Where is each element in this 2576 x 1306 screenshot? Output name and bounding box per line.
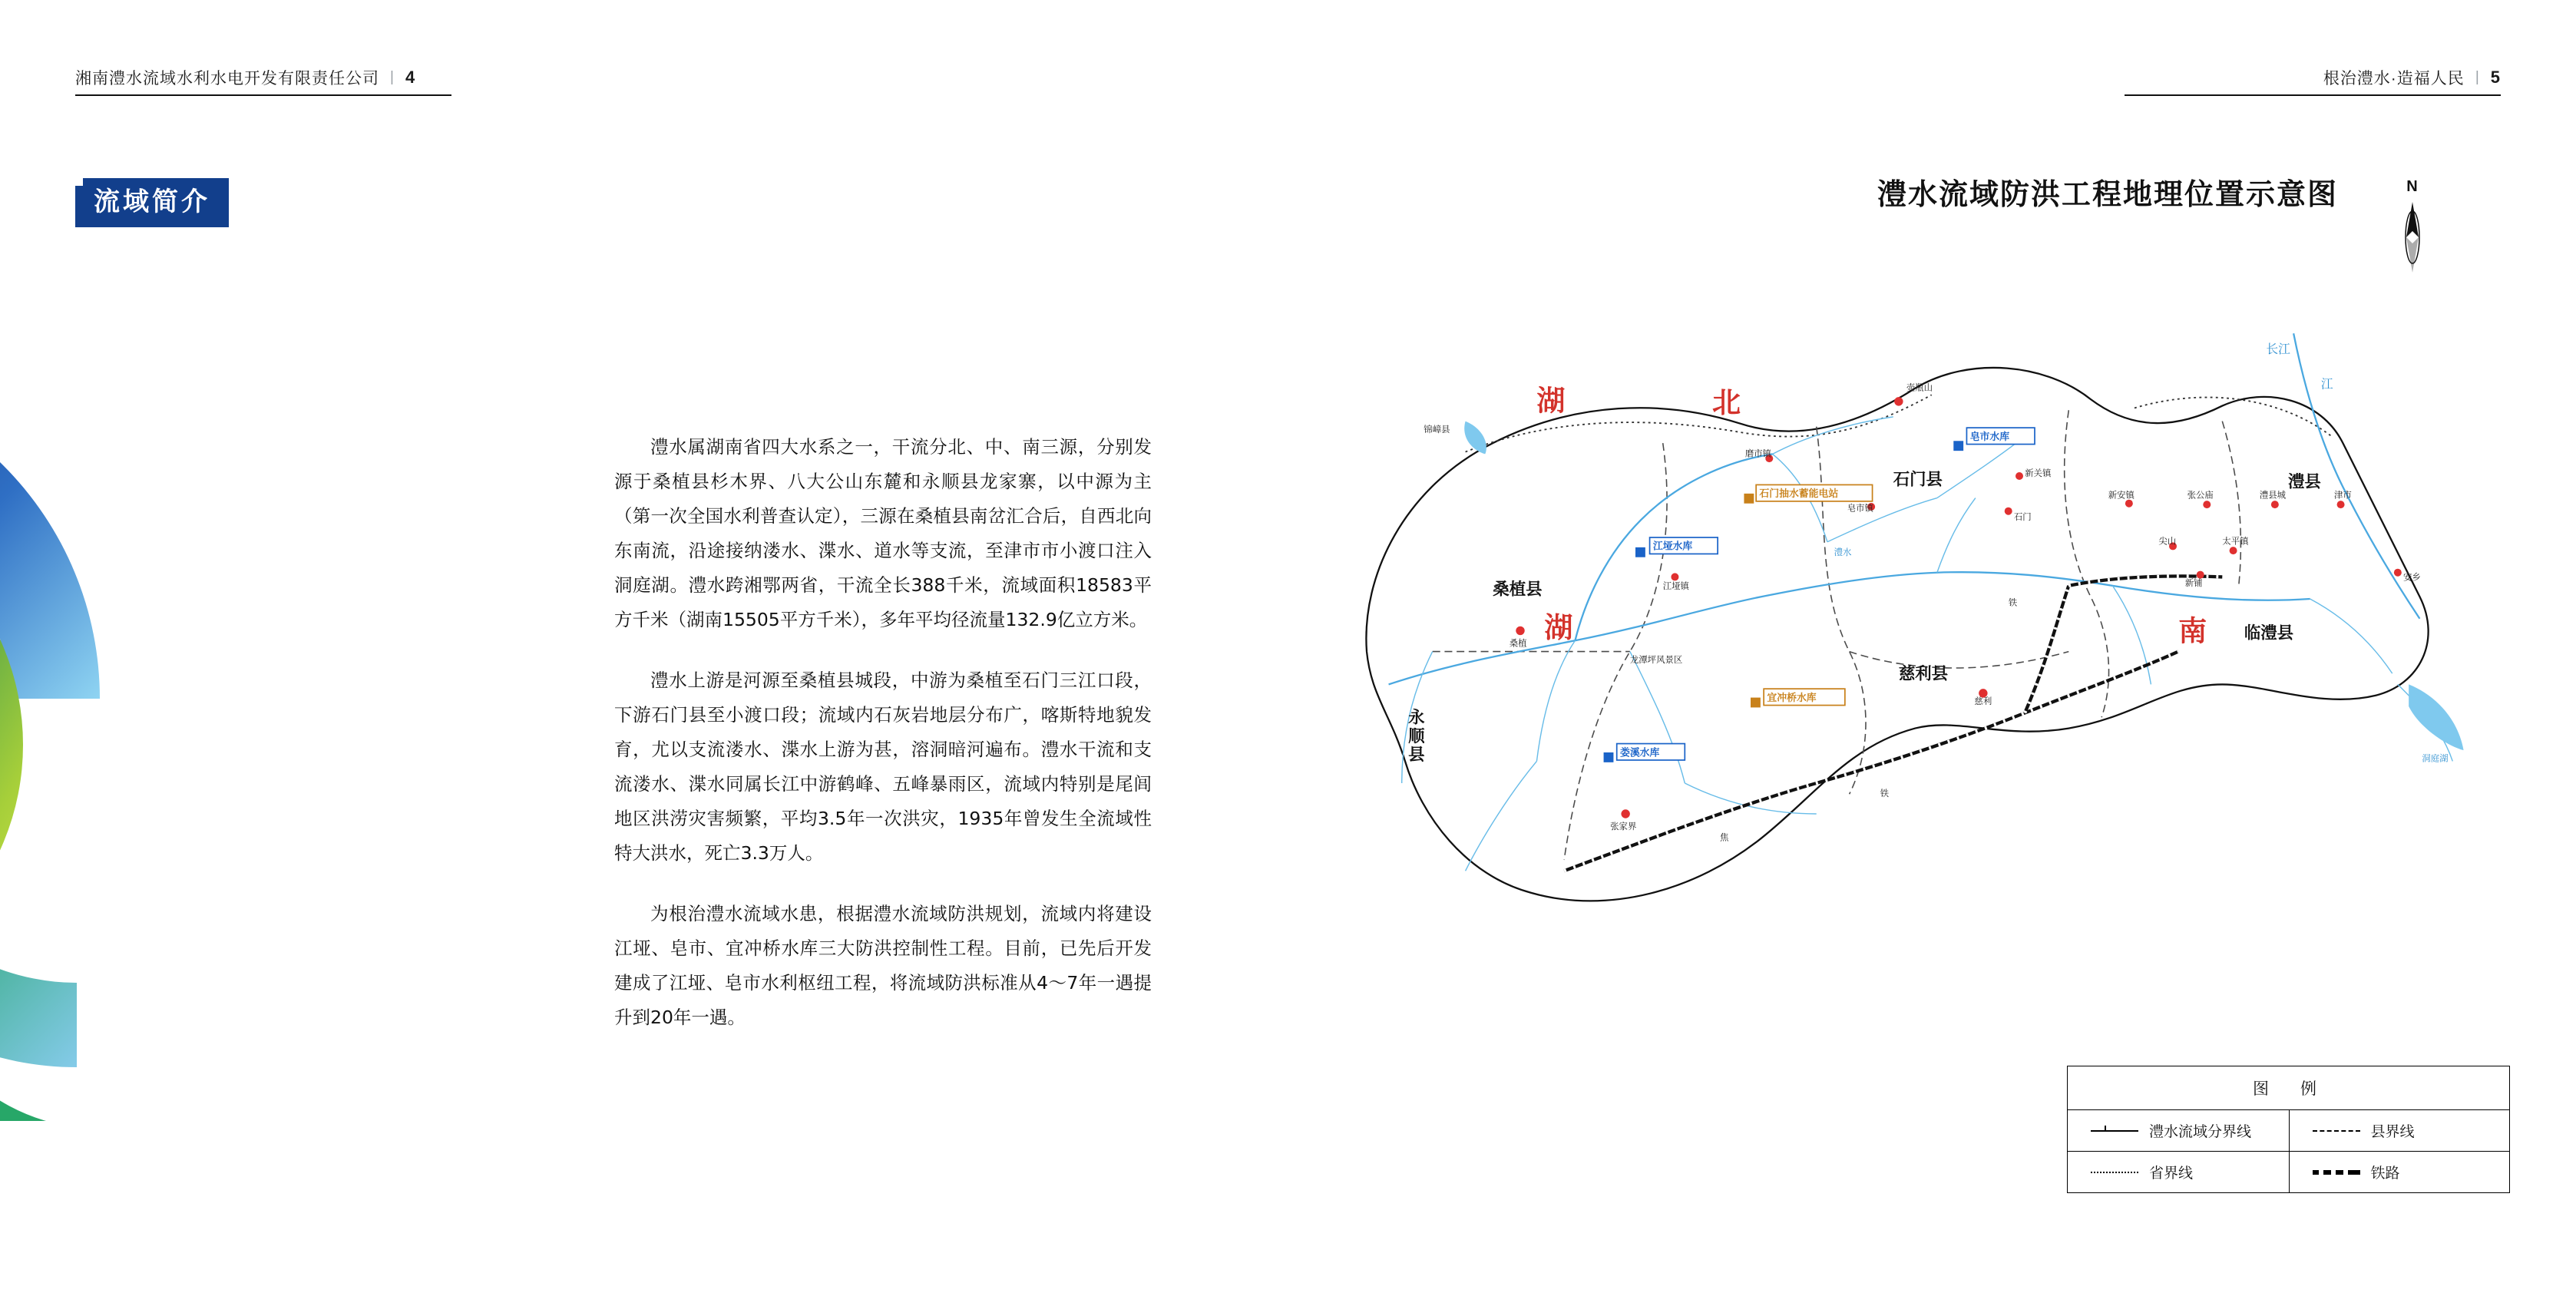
header-rule-left [75,94,451,96]
svg-text:皂市水库: 皂市水库 [1969,431,2010,443]
body-paragraph-1: 澧水属湖南省四大水系之一，干流分北、中、南三源，分别发源于桑植县杉木界、八大公山东麓和永顺县龙家寨，以中源为主（第一次全国水利普查认定），三源在桑植县南岔汇合后，自西北向东南流，沿途接纳溇水、渫水、道水等支流，至津市市小渡口注入洞庭湖。澧水跨湘鄂两省，干流全长388千米，流域面积18583平方千米（湖南15505平方千米），多年平均径流量132.9亿立方米。 [614,436,1152,630]
legend-label: 省界线 [2149,1165,2194,1182]
running-head-right-text: 根治澧水·造福人民 [2323,70,2465,88]
section-badge-label: 流域简介 [94,187,210,217]
map-place-label: 张公庙 [2187,489,2214,501]
running-head-left-text: 湘南澧水流域水利水电开发有限责任公司 [75,70,379,88]
map-place-label: 慈利 [1974,696,1992,707]
section-badge-corner [75,178,83,186]
svg-text:娄溪水库: 娄溪水库 [1620,747,1660,759]
map-place-label: 江垭镇 [1662,580,1689,592]
compass-rose [2391,178,2434,278]
svg-text:江垭水库: 江垭水库 [1652,541,1693,553]
legend-label: 澧水流域分界线 [2149,1124,2252,1140]
map-place-label: 新关镇 [2025,468,2052,478]
header-rule-right [2125,94,2501,96]
map-place-label: 壶瓶山 [1906,382,1933,393]
map-place-label: 皂市镇 [1847,502,1873,514]
svg-text:宜冲桥水库: 宜冲桥水库 [1767,692,1817,704]
railway-symbol-icon [2313,1167,2360,1178]
body-paragraph-3: 为根治澧水流域水患，根据澧水流域防洪规划，流域内将建设江垭、皂市、宜冲桥水库三大防洪控制性工程。目前，已先后开发建成了江垭、皂市水利枢纽工程，将流域防洪标准从4～7年一遇提升到20年一遇。 [614,903,1152,1028]
legend-item-province-boundary [2068,1152,2289,1192]
map-reservoir-callout [1756,484,1872,501]
map-place-label: 尖山 [2158,535,2177,547]
map-place-label: 洞庭湖 [2422,752,2449,764]
map-place-label: 桑植 [1509,637,1527,649]
map-county-label: 石门县 [1893,470,1943,490]
county-boundary-symbol-icon [2313,1126,2360,1136]
province-boundary-symbol-icon [2091,1167,2138,1178]
map-place-label: 新铺 [2184,577,2203,588]
map-place-label: 张家界 [1610,821,1637,832]
map-province-label: 湖 [1536,384,1566,418]
map-place-label: 安乡 [2403,571,2421,583]
legend-label: 铁路 [2370,1165,2400,1182]
legend-item-basin-boundary [2068,1110,2289,1151]
map-legend [2067,1066,2510,1193]
map-reservoir-callout [1650,537,1718,554]
decorative-swirl-graphic [0,399,461,1121]
map-place-label: 长江 [2266,342,2290,356]
running-head-left-separator: | [390,69,395,85]
running-head-right [2323,66,2501,89]
map-place-label: 澧县城 [2259,489,2287,501]
map-county-label: 临澧县 [2244,623,2294,643]
map-place-label: 磨市镇 [1744,448,1772,459]
map-place-label: 铁 [2008,597,2018,608]
legend-row [2068,1110,2509,1152]
page-number-right: 5 [2490,68,2501,87]
legend-label: 县界线 [2370,1124,2415,1140]
map-county-label: 慈利县 [1898,664,1949,684]
body-paragraph-2: 澧水上游是河源至桑植县城段，中游为桑植至石门三江口段，下游石门县至小渡口段；流域内石灰岩地层分布广，喀斯特地貌发育，尤以支流溇水、渫水上游为甚，溶洞暗河遍布。澧水干流和支流溇水、渫水同属长江中游鹤峰、五峰暴雨区，流域内特别是尾闾地区洪涝灾害频繁，平均3.5年一次洪灾，1935年曾发生全流域性特大洪水，死亡3.3万人。 [614,670,1152,864]
compass-needle-icon [2391,199,2434,276]
section-badge [75,178,229,227]
legend-item-county-boundary [2289,1110,2510,1151]
map-reservoir-callout [1966,428,2035,444]
svg-text:石门抽水蓄能电站: 石门抽水蓄能电站 [1759,488,1839,501]
map-title: 澧水流域防洪工程地理位置示意图 [1877,179,2338,211]
compass-north-label: N [2406,178,2419,195]
page-number-left: 4 [405,68,416,87]
map-place-label: 焦 [1720,832,1729,843]
map-place-label: 锦嶂县 [1424,423,1450,435]
basin-boundary-symbol-icon [2091,1126,2138,1136]
map-figure [1298,322,2511,998]
map-county-label: 澧县 [2288,472,2321,492]
map-place-label: 澧水 [1834,546,1852,557]
article-body [614,430,1152,1061]
map-place-label: 津市 [2334,489,2352,501]
map-province-label: 南 [2178,614,2207,648]
map-place-label: 铁 [1880,788,1889,799]
map-reservoir-callout [1617,744,1685,760]
legend-item-railway [2289,1152,2510,1192]
map-reservoir-callout [1764,689,1845,705]
map-place-label: 龙潭坪风景区 [1629,653,1683,665]
legend-row [2068,1152,2509,1192]
map-county-label: 桑植县 [1493,580,1543,600]
map-province-label: 湖 [1544,611,1573,644]
map-place-label: 太平镇 [2222,535,2249,547]
running-head-right-separator: | [2475,69,2480,85]
map-place-label: 石门 [2013,511,2032,523]
map-place-label: 江 [2320,376,2333,392]
running-head-left [75,66,415,89]
map-county-label: 永顺县 [1405,708,1425,765]
map-province-label: 北 [1712,386,1741,420]
map-place-label: 新安镇 [2108,489,2135,501]
legend-title: 图 例 [2068,1066,2509,1110]
